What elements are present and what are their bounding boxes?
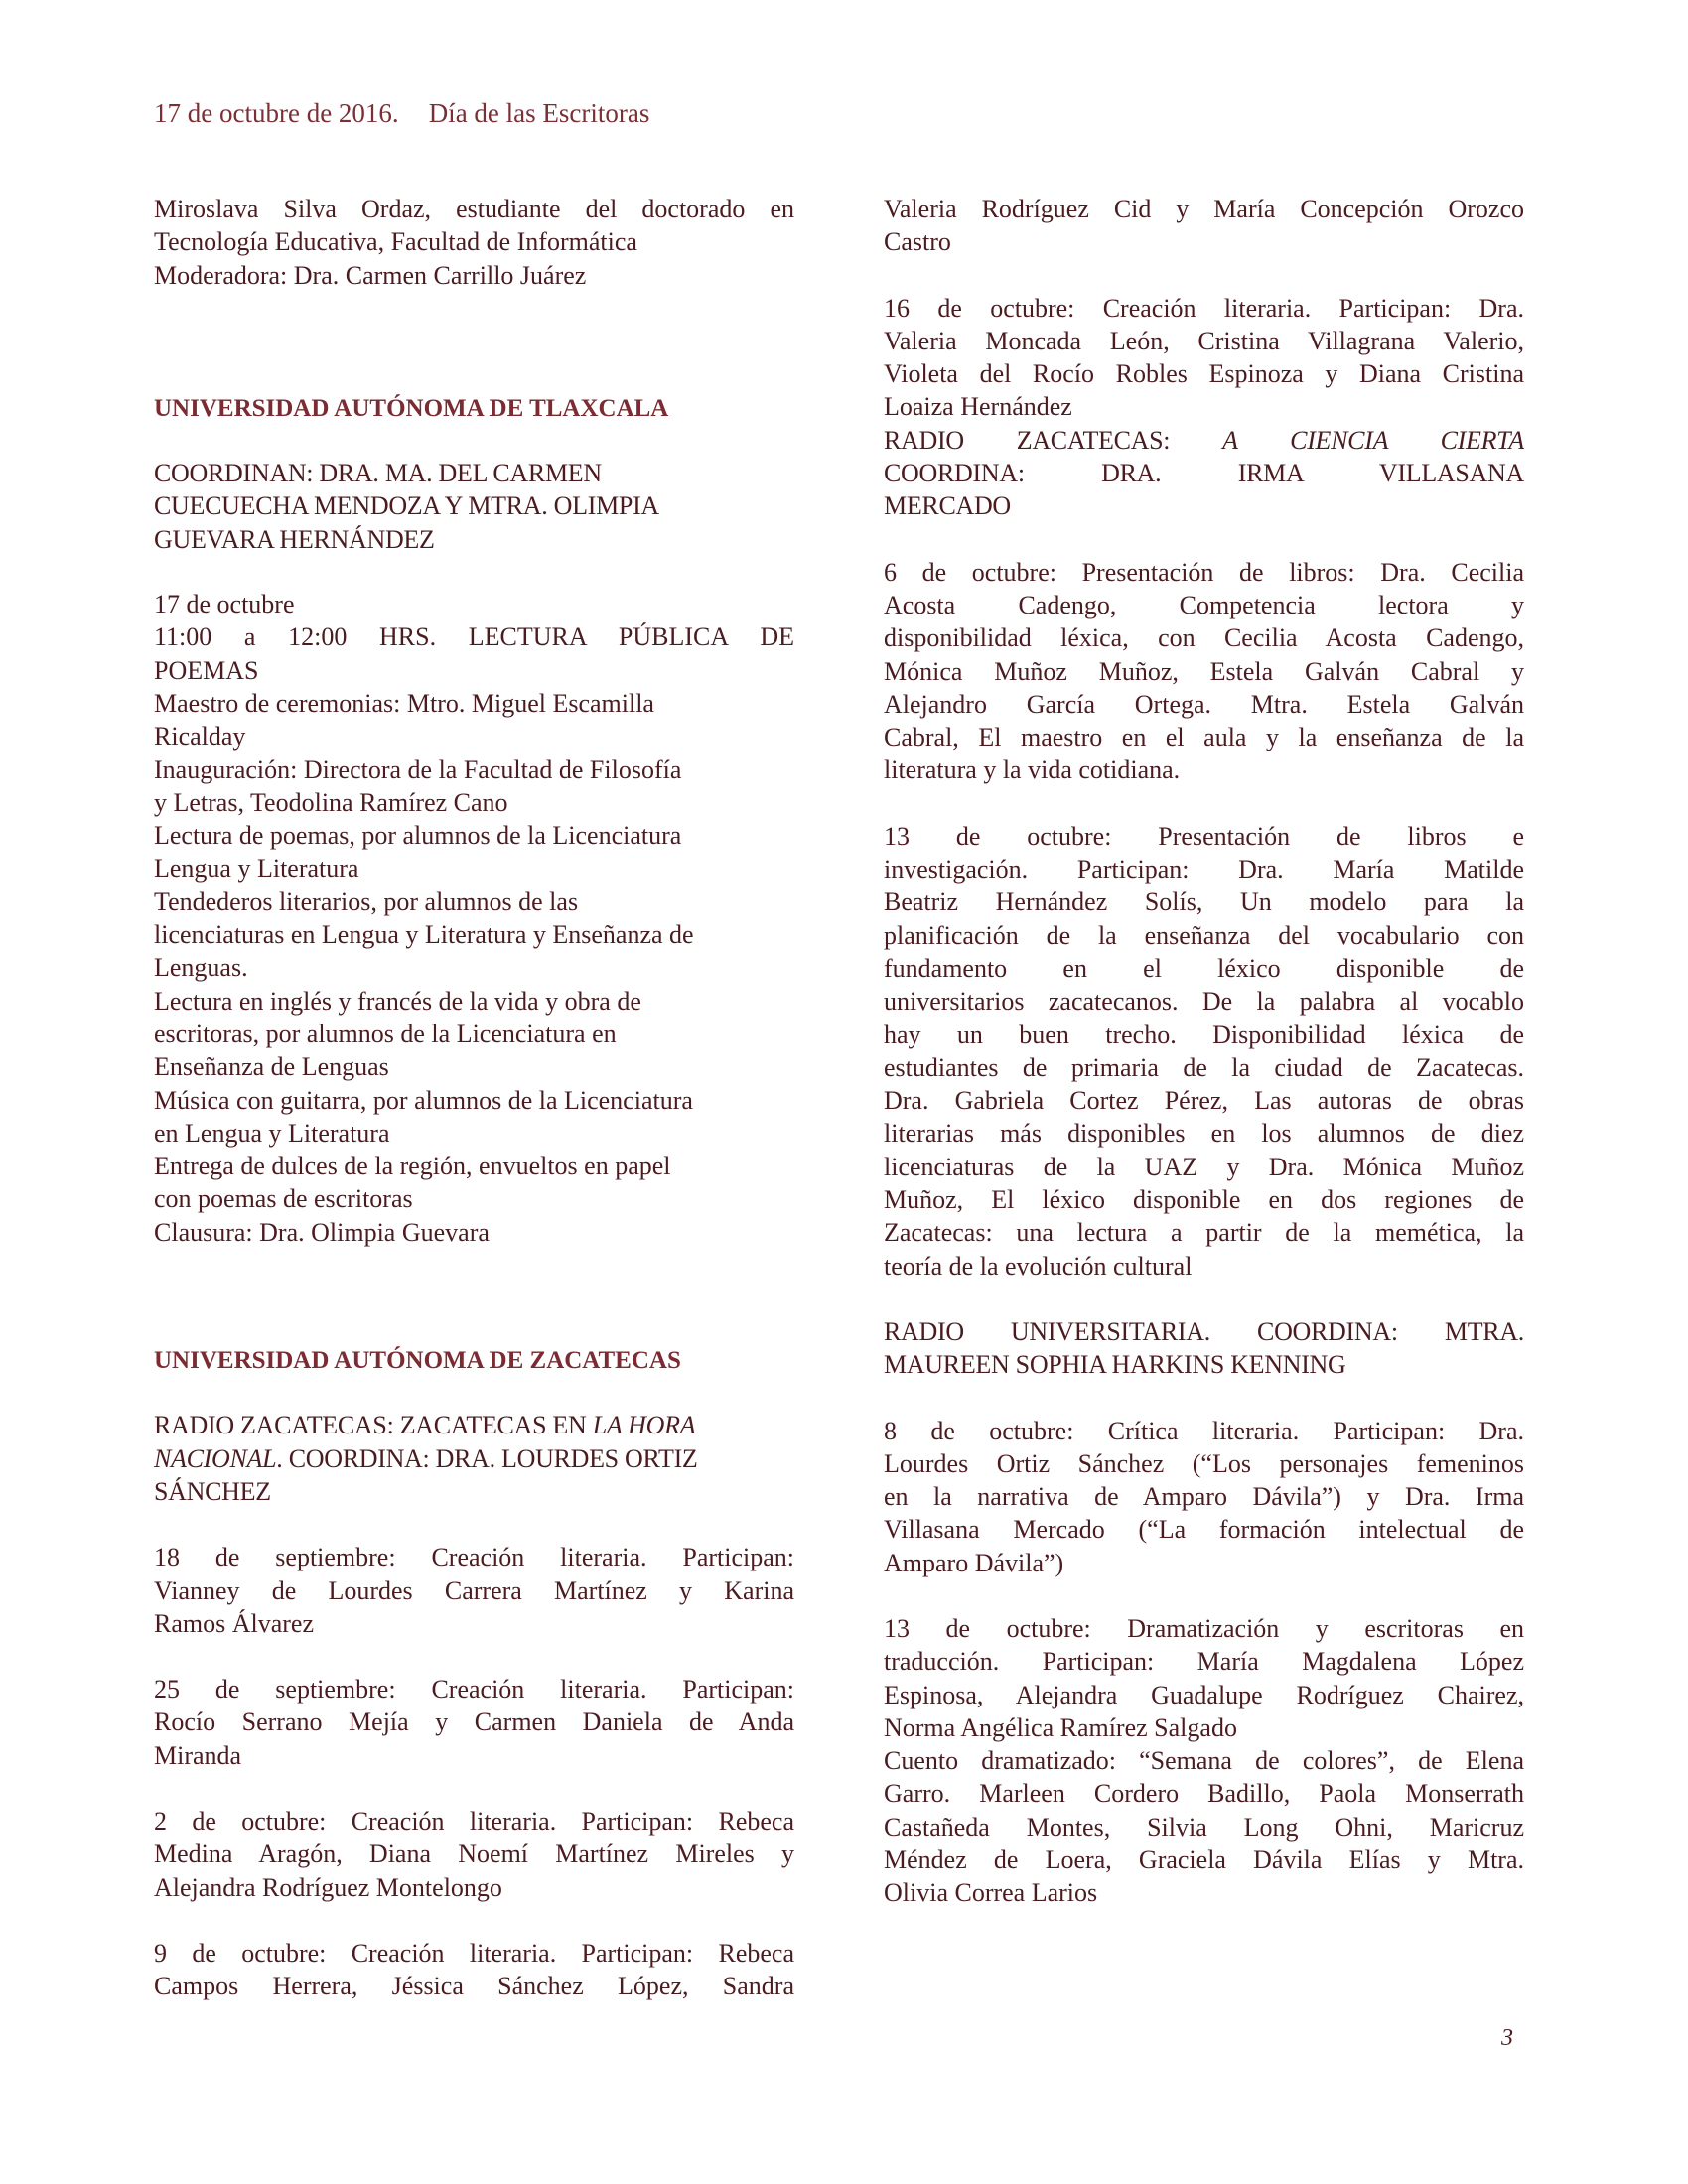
text-line: con poemas de escritoras (154, 1184, 413, 1214)
text-line: Lectura de poemas, por alumnos de la Licenciatura (154, 821, 682, 851)
text-line: Valeria Rodríguez Cid y María Concepción Orozco (884, 195, 1524, 223)
text-line: 11:00 a 12:00 HRS. LECTURA PÚBLICA DE (154, 622, 794, 652)
text-line: Dra. Gabriela Cortez Pérez, Las autoras de obras (884, 1086, 1524, 1116)
text-line (154, 1409, 794, 1441)
text-line: Muñoz, El léxico disponible en dos regiones de (884, 1185, 1524, 1215)
header-title: Día de las Escritoras (428, 98, 650, 128)
program-title: A CIENCIA CIERTA (1222, 425, 1524, 455)
text-line: universitarios zacatecanos. De la palabra al vocablo (884, 987, 1524, 1017)
text-line: Maestro de ceremonias: Mtro. Miguel Escamilla (154, 688, 654, 718)
text-line: 18 de septiembre: Creación literaria. Participan: (154, 1543, 794, 1572)
running-header (154, 97, 679, 130)
text-line: literatura y la vida cotidiana. (884, 755, 1181, 785)
text-line: Olivia Correa Larios (884, 1878, 1098, 1908)
text-line: Zacatecas: una lectura a partir de la memética, la (884, 1218, 1524, 1248)
left-column (154, 193, 794, 2002)
text-line: y Letras, Teodolina Ramírez Cano (154, 787, 508, 817)
text-line: Beatriz Hernández Solís, Un modelo para la (884, 887, 1524, 917)
text-line: COORDINA: DRA. IRMA VILLASANA (884, 459, 1524, 488)
text-line: 8 de octubre: Crítica literaria. Participan: Dra. (884, 1416, 1524, 1445)
session-9-oct-continued (884, 193, 1524, 259)
text-line: Enseñanza de Lenguas (154, 1052, 389, 1082)
text-line: Acosta Cadengo, Competencia lectora y (884, 590, 1524, 619)
session-9-oct (154, 1937, 794, 2003)
text-line: en la narrativa de Amparo Dávila”) y Dra. Irma (884, 1482, 1524, 1512)
section-heading-zacatecas: UNIVERSIDAD AUTÓNOMA DE ZACATECAS (154, 1347, 681, 1375)
text-line: Medina Aragón, Diana Noemí Martínez Mireles y (154, 1840, 794, 1869)
text-line: planificación de la enseñanza del vocabulario con (884, 920, 1524, 950)
text-run: . COORDINA: DRA. LOURDES ORTIZ (276, 1443, 698, 1473)
session-2-oct (154, 1805, 794, 1904)
session-13-oct-presentacion (884, 820, 1524, 1283)
text-line: Valeria Moncada León, Cristina Villagrana Valerio, (884, 326, 1524, 355)
text-line: literarias más disponibles en los alumnos de diez (884, 1119, 1524, 1149)
text-line: licenciaturas de la UAZ y Dra. Mónica Muñoz (884, 1152, 1524, 1181)
tlaxcala-coordinators (154, 457, 794, 556)
text-line: escritoras, por alumnos de la Licenciatura en (154, 1019, 617, 1048)
text-line: hay un buen trecho. Disponibilidad léxica de (884, 1020, 1524, 1049)
section-heading-tlaxcala: UNIVERSIDAD AUTÓNOMA DE TLAXCALA (154, 394, 669, 422)
radio-universitaria (884, 1315, 1524, 1382)
program-title: NACIONAL (154, 1443, 277, 1473)
text-line: GUEVARA HERNÁNDEZ (154, 524, 435, 554)
right-column (884, 193, 1524, 1910)
session-13-oct-dramatizacion (884, 1612, 1524, 1910)
text-line: 6 de octubre: Presentación de libros: Dra. Cecilia (884, 557, 1524, 587)
text-line: Cuento dramatizado: “Semana de colores”, de Elena (884, 1746, 1524, 1776)
text-line: 13 de octubre: Dramatización y escritoras en (884, 1613, 1524, 1643)
text-line: POEMAS (154, 655, 259, 685)
text-line: RADIO UNIVERSITARIA. COORDINA: MTRA. (884, 1316, 1524, 1346)
text-line: 16 de octubre: Creación literaria. Participan: Dra. (884, 293, 1524, 323)
text-line: Méndez de Loera, Graciela Dávila Elías y Mtra. (884, 1845, 1524, 1875)
text-line: Alejandro García Ortega. Mtra. Estela Galván (884, 689, 1524, 719)
text-line: disponibilidad léxica, con Cecilia Acosta Cadengo, (884, 623, 1524, 653)
text-line: SÁNCHEZ (154, 1476, 271, 1506)
session-8-oct (884, 1415, 1524, 1579)
text-line: Vianney de Lourdes Carrera Martínez y Karina (154, 1575, 794, 1605)
intro-paragraph (154, 193, 794, 292)
text-run: RADIO ZACATECAS: ZACATECAS EN (154, 1411, 593, 1440)
session-25-sept (154, 1673, 794, 1772)
text-line: 13 de octubre: Presentación de libros e (884, 821, 1524, 851)
text-line: Entrega de dulces de la región, envueltos en papel (154, 1152, 671, 1181)
radio-a-ciencia-cierta (884, 424, 1524, 523)
session-16-oct (884, 292, 1524, 424)
text-line: Mónica Muñoz Muñoz, Estela Galván Cabral y (884, 656, 1524, 686)
text-line: Castañeda Montes, Silvia Long Ohni, Maricruz (884, 1812, 1524, 1842)
text-line: Tendederos literarios, por alumnos de las (154, 887, 579, 916)
text-line: Garro. Marleen Cordero Badillo, Paola Monserrath (884, 1779, 1524, 1809)
text-line: Lourdes Ortiz Sánchez (“Los personajes femeninos (884, 1448, 1524, 1478)
text-line: Clausura: Dra. Olimpia Guevara (154, 1217, 490, 1247)
text-line: Rocío Serrano Mejía y Carmen Daniela de Anda (154, 1707, 794, 1737)
program-title: LA HORA (592, 1411, 696, 1440)
header-date: 17 de octubre de 2016. (154, 98, 399, 128)
text-line: investigación. Participan: Dra. María Matilde (884, 855, 1524, 885)
text-line: Cabral, El maestro en el aula y la enseñanza de la (884, 723, 1524, 752)
radio-zacatecas-hora-nacional (154, 1409, 794, 1508)
text-line: Violeta del Rocío Robles Espinoza y Diana Cristina (884, 359, 1524, 389)
text-line: Miranda (154, 1740, 242, 1770)
session-6-oct (884, 556, 1524, 787)
text-line: Loaiza Hernández (884, 392, 1072, 422)
text-line: Lectura en inglés y francés de la vida y obra de (154, 986, 641, 1016)
text-line: Música con guitarra, por alumnos de la Licenciatura (154, 1085, 693, 1115)
text-line: Campos Herrera, Jéssica Sánchez López, Sandra (154, 1972, 794, 2001)
text-line: traducción. Participan: María Magdalena López (884, 1647, 1524, 1677)
text-line: COORDINAN: DRA. MA. DEL CARMEN (154, 459, 602, 488)
text-line: Tecnología Educativa, Facultad de Informática (154, 227, 637, 257)
text-line: Villasana Mercado (“La formación intelectual de (884, 1515, 1524, 1545)
text-line: estudiantes de primaria de la ciudad de Zacatecas. (884, 1052, 1524, 1082)
text-line: MAUREEN SOPHIA HARKINS KENNING (884, 1350, 1346, 1380)
text-line: 2 de octubre: Creación literaria. Participan: Rebeca (154, 1806, 794, 1836)
text-line: Ricalday (154, 722, 246, 751)
text-run: RADIO ZACATECAS: (884, 425, 1223, 455)
text-line: Norma Angélica Ramírez Salgado (884, 1712, 1237, 1742)
text-line: Alejandra Rodríguez Montelongo (154, 1872, 502, 1902)
text-line: en Lengua y Literatura (154, 1118, 390, 1148)
page-number: 3 (1501, 2025, 1513, 2051)
text-line: Moderadora: Dra. Carmen Carrillo Juárez (154, 260, 587, 290)
session-18-sept (154, 1541, 794, 1640)
text-line: Ramos Álvarez (154, 1608, 315, 1638)
text-line: Castro (884, 227, 951, 257)
text-line (884, 424, 1524, 457)
text-line: Lenguas. (154, 953, 248, 983)
text-line: 25 de septiembre: Creación literaria. Participan: (154, 1675, 794, 1705)
text-line: MERCADO (884, 491, 1011, 521)
text-line: Lengua y Literatura (154, 854, 359, 884)
text-line: 9 de octubre: Creación literaria. Participan: Rebeca (154, 1938, 794, 1968)
text-line: teoría de la evolución cultural (884, 1251, 1193, 1281)
text-line: Espinosa, Alejandra Guadalupe Rodríguez Chairez, (884, 1680, 1524, 1709)
text-line: licenciaturas en Lengua y Literatura y Enseñanza de (154, 920, 694, 950)
text-line: CUECUECHA MENDOZA Y MTRA. OLIMPIA (154, 491, 659, 521)
text-line: Amparo Dávila”) (884, 1548, 1064, 1577)
text-line (154, 1442, 794, 1475)
text-line: fundamento en el léxico disponible de (884, 953, 1524, 983)
text-line: 17 de octubre (154, 590, 295, 619)
tlaxcala-program (154, 588, 794, 1249)
text-line: Inauguración: Directora de la Facultad de Filosofía (154, 754, 682, 784)
text-line: Miroslava Silva Ordaz, estudiante del doctorado en (154, 195, 794, 223)
